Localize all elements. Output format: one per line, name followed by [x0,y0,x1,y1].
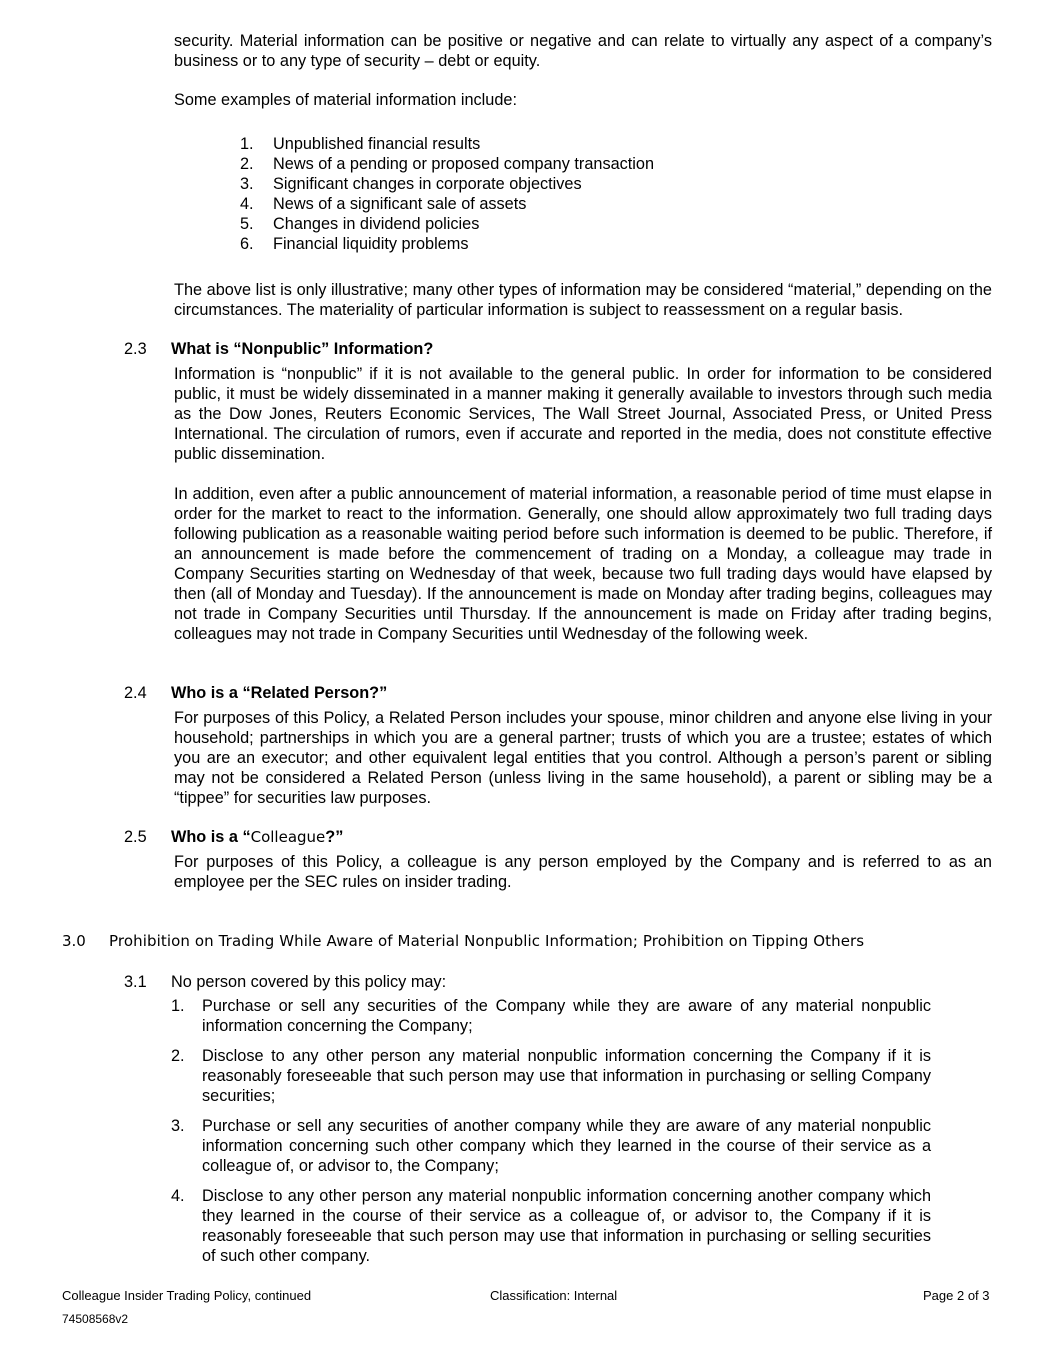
section-2-4-number: 2.4 [124,684,147,702]
list-item [240,154,654,174]
prohibition-text: Purchase or sell any securities of another company while they are aware of any material nonpublic information concerning such other company which they learned in the course of their service as a colleague of, or advisor to, the Company; [202,1117,931,1175]
section-2-5-title-word: Colleague [250,828,326,846]
prohibition-item [171,996,931,1036]
list-number: 6. [240,235,254,253]
footer-classification: Classification: Internal [490,1288,618,1303]
prohibition-number: 4. [171,1187,185,1205]
illustrative-paragraph: The above list is only illustrative; many other types of information may be considered “material,” depending on the circumstances. The materiality of particular information is subject to reassessment on a regular basis. [174,281,992,319]
prohibition-number: 1. [171,997,185,1015]
prohibition-number: 2. [171,1047,185,1065]
prohibition-text: Disclose to any other person any material nonpublic information concerning the Company if it is reasonably foreseeable that such person may use that information in purchasing or selling Company securities; [202,1047,931,1105]
section-2-4-paragraph-1: For purposes of this Policy, a Related Person includes your spouse, minor children and anyone else living in your household; partnerships in which you are a general partner; trusts of which you are a trustee; estates of which you are an executor; and other equivalent legal entities that you control. Although a person’s parent or sibling may not be considered a Related Person (unless living in the same household), a parent or sibling may be a “tippee” for securities law purposes. [174,709,992,807]
list-text: Unpublished financial results [273,135,481,153]
list-text: Significant changes in corporate objectives [273,175,582,193]
section-2-3-number: 2.3 [124,340,147,358]
prohibition-item [171,1186,931,1266]
section-3-1-intro: No person covered by this policy may: [171,973,447,991]
list-text: News of a significant sale of assets [273,195,527,213]
top-paragraph: security. Material information can be positive or negative and can relate to virtually any aspect of a company’s business or to any type of security – debt or equity. [174,32,992,70]
section-3-0-title: Prohibition on Trading While Aware of Material Nonpublic Information; Prohibition on Tipping Others [109,932,865,950]
section-2-5-number: 2.5 [124,828,147,846]
list-number: 5. [240,215,254,233]
list-text: Changes in dividend policies [273,215,480,233]
list-item [240,214,654,234]
section-3-0-number: 3.0 [62,932,86,950]
list-number: 1. [240,135,254,153]
list-number: 2. [240,155,254,173]
footer-doc-id: 74508568v2 [62,1312,129,1326]
prohibition-text: Purchase or sell any securities of the Company while they are aware of any material nonpublic information concerning the Company; [202,997,931,1035]
footer-page-number: Page 2 of 3 [923,1288,990,1303]
list-text: Financial liquidity problems [273,235,469,253]
examples-intro: Some examples of material information include: [174,91,517,109]
list-text: News of a pending or proposed company transaction [273,155,655,173]
prohibition-item [171,1116,931,1176]
prohibition-item [171,1046,931,1106]
section-2-3-paragraph-2: In addition, even after a public announcement of material information, a reasonable period of time must elapse in order for the market to react to the information. Generally, one should allow approximately two full trading days following publication as a reasonable waiting period before such information is deemed to be public. Therefore, if an announcement is made before the commencement of trading on a Monday, a colleague may trade in Company Securities starting on Wednesday of that week, because two full trading days would have elapsed by then (all of Monday and Tuesday). If the announcement is made on Monday after trading begins, colleagues may not trade in Company Securities until Thursday. If the announcement is made on Friday after trading begins, colleagues may not trade in Company Securities until Wednesday of the following week. [174,485,992,643]
prohibition-text: Disclose to any other person any material nonpublic information concerning another company which they learned in the course of their service as a colleague of, or advisor to, the Company if it is reasonably foreseeable that such person may use that information in purchasing or selling securities of such other company. [202,1187,931,1265]
section-2-4-title: Who is a “Related Person?” [171,684,388,702]
examples-list [240,134,654,254]
section-2-5-title-suffix: ?” [325,828,344,846]
prohibition-number: 3. [171,1117,185,1135]
list-item [240,234,654,254]
section-2-5-title-prefix: Who is a “ [171,828,251,846]
list-item [240,194,654,214]
footer-title: Colleague Insider Trading Policy, continued [62,1288,312,1303]
section-2-5-title [171,827,343,847]
section-2-3-paragraph-1: Information is “nonpublic” if it is not available to the general public. In order for information to be considered public, it must be widely disseminated in a manner making it generally available to investors through such media as the Dow Jones, Reuters Economic Services, The Wall Street Journal, Associated Press, or United Press International. The circulation of rumors, even if accurate and reported in the media, does not constitute effective public dissemination. [174,365,992,463]
list-number: 3. [240,175,254,193]
section-2-5-paragraph-1: For purposes of this Policy, a colleague is any person employed by the Company and is referred to as an employee per the SEC rules on insider trading. [174,853,992,891]
list-number: 4. [240,195,254,213]
list-item [240,134,654,154]
list-item [240,174,654,194]
section-2-3-title: What is “Nonpublic” Information? [171,340,434,358]
section-3-1-number: 3.1 [124,973,147,991]
